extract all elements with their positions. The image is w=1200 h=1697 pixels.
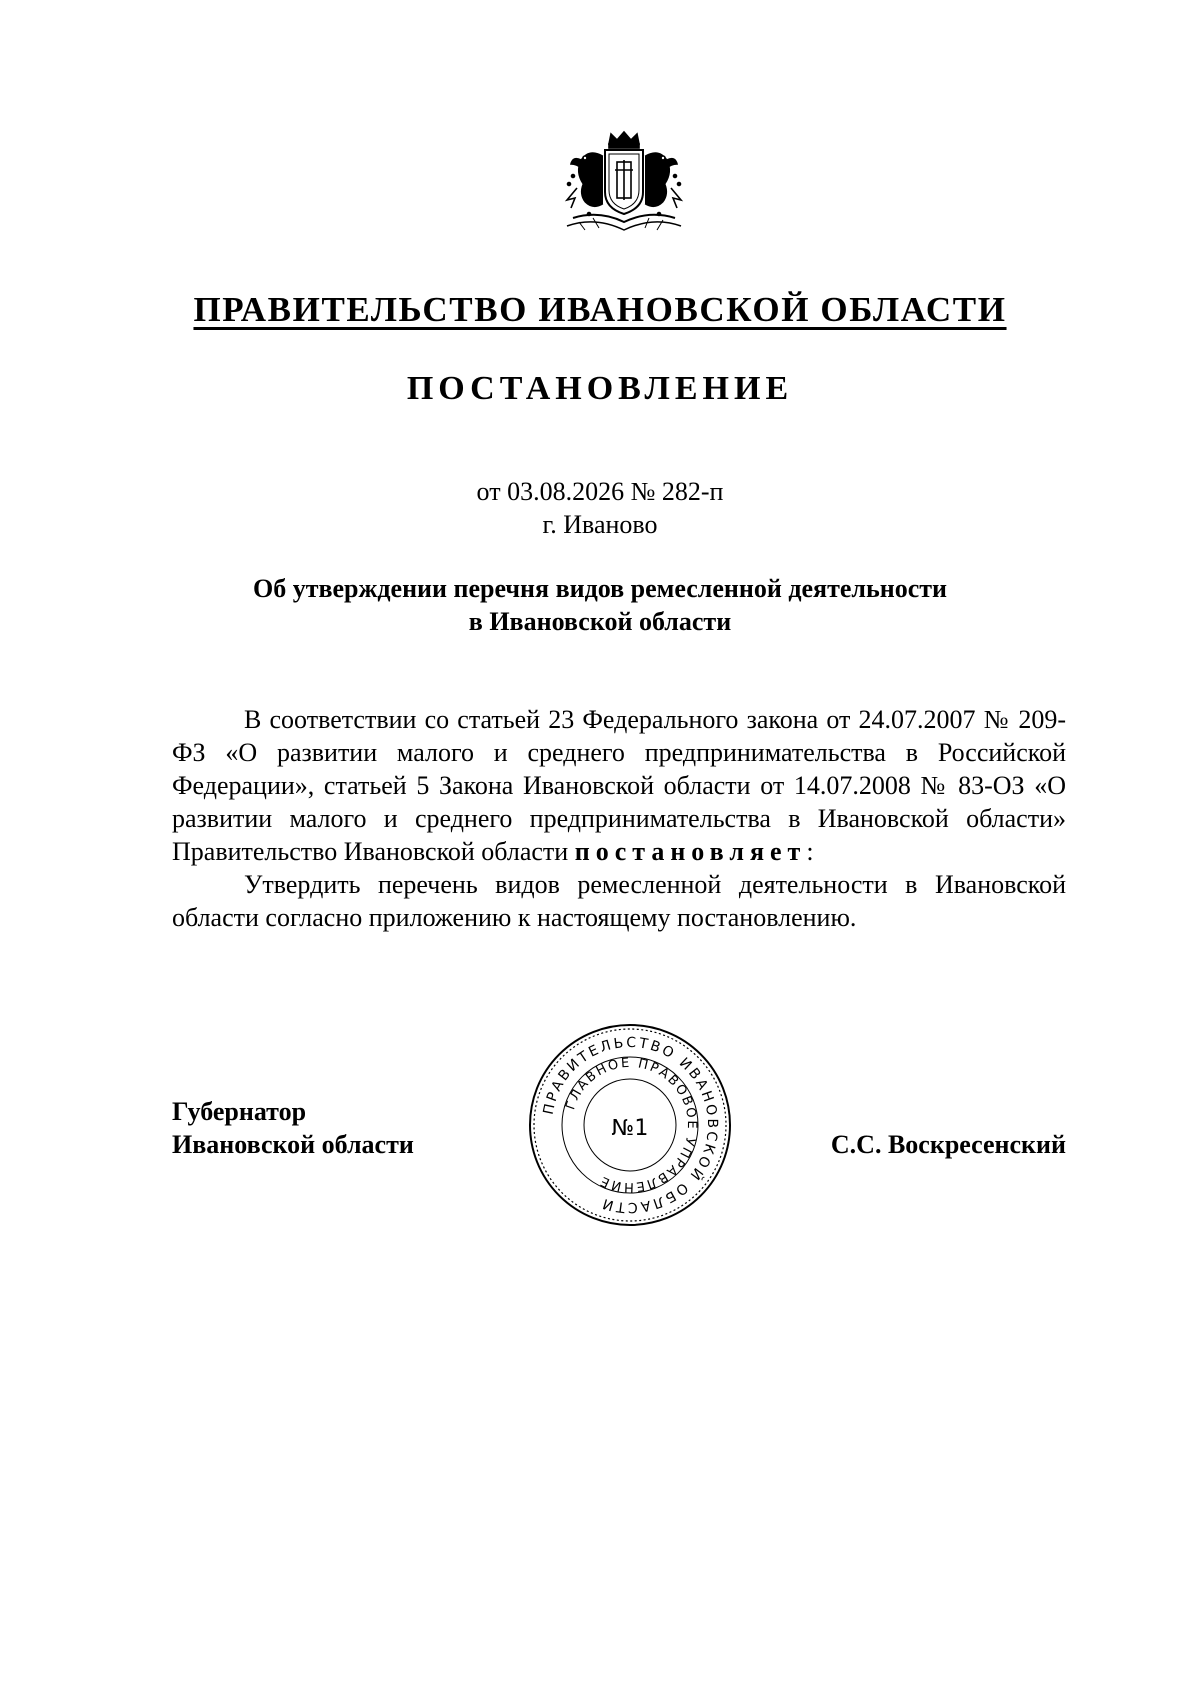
subject-line-2: в Ивановской области	[468, 607, 732, 636]
signatory-position-line-2: Ивановской области	[172, 1130, 414, 1159]
paragraph-1-end: :	[806, 837, 814, 866]
body-paragraph-1	[172, 703, 1066, 868]
document-date-number: от 03.08.2026 № 282-п	[476, 477, 724, 506]
subject-line-1: Об утверждении перечня видов ремесленной деятельности	[252, 574, 948, 603]
signatory-name: С.С. Воскресенский	[830, 1130, 1066, 1159]
document-city: г. Иваново	[542, 510, 658, 539]
coat-of-arms-icon	[559, 130, 689, 240]
stamp-inner-text-value: ПРАВОВОЕ УПРАВЛЕНИЕ	[596, 1056, 700, 1195]
signatory-position-line-1: Губернатор	[172, 1097, 307, 1126]
document-body	[172, 703, 1066, 934]
official-stamp	[520, 1015, 740, 1235]
government-title-text: ПРАВИТЕЛЬСТВО ИВАНОВСКОЙ ОБЛАСТИ	[193, 290, 1007, 329]
stamp-inner-side-text: ГЛАВНОЕ	[563, 1055, 632, 1112]
stamp-side-text: ПРАВИТЕЛЬСТВО	[540, 1034, 679, 1117]
body-paragraph-2: Утвердить перечень видов ремесленной деятельности в Ивановской области согласно приложению к настоящему постановлению.	[172, 870, 1066, 932]
stamp-outer-text-value: ИВАНОВСКОЙ ОБЛАСТИ	[598, 1054, 721, 1216]
document-type: ПОСТАНОВЛЕНИЕ	[406, 370, 794, 407]
stamp-number: №1	[611, 1116, 649, 1141]
stamp-graphic	[520, 1015, 740, 1235]
document-subject	[0, 572, 1200, 638]
paragraph-1-emphasis: постановляет	[574, 837, 807, 866]
government-title	[0, 288, 1200, 332]
signatory-position	[172, 1095, 414, 1161]
paragraph-1-text: В соответствии со статьей 23 Федерального закона от 24.07.2007 № 209-ФЗ «О развитии малого и среднего предпринимательства в Российской Федерации», статьей 5 Закона Ивановской области от 14.07.2008 № 83-ОЗ «О развитии малого и среднего предпринимательства в Ивановской области» Правительство Ивановской области	[172, 705, 1066, 866]
